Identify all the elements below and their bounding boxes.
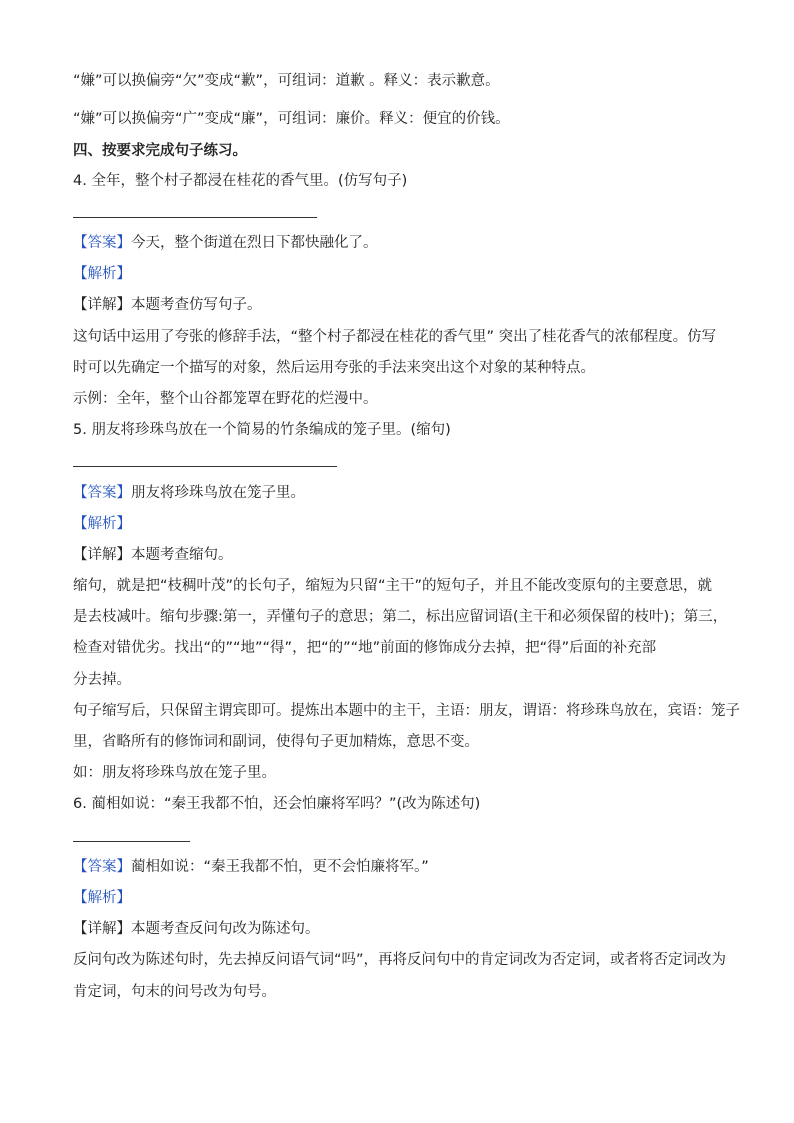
answer-blank-line xyxy=(73,466,337,467)
text-line: “嫌”可以换偏旁“广”变成“廉”，可组词：廉价。释义：便宜的价钱。 xyxy=(73,111,510,127)
answer-line xyxy=(73,857,723,877)
text-line: 示例：全年，整个山谷都笼罩在野花的烂漫中。 xyxy=(73,391,378,407)
detail-line xyxy=(73,295,723,315)
answer-blank-line xyxy=(73,217,317,218)
text-line: 如：朋友将珍珠鸟放在笼子里。 xyxy=(73,765,276,781)
analysis-tag: 【解析】 xyxy=(73,516,131,532)
detail-tag: 【详解】 xyxy=(73,921,131,937)
question-6: 6. 蔺相如说：“秦王我都不怕，还会怕廉将军吗？”(改为陈述句) xyxy=(73,796,481,812)
analysis-tag: 【解析】 xyxy=(73,266,131,282)
answer-text: 今天，整个街道在烈日下都快融化了。 xyxy=(131,235,378,251)
text-line: 里，省略所有的修饰词和副词，使得句子更加精炼，意思不变。 xyxy=(73,734,479,750)
text-line: “嫌”可以换偏旁“欠”变成“歉”，可组词：道歉 。释义：表示歉意。 xyxy=(73,73,500,89)
detail-text: 本题考查缩句。 xyxy=(131,547,233,563)
text-line: 句子缩写后，只保留主谓宾即可。提炼出本题中的主干，主语：朋友，谓语：将珍珠鸟放在，宾语：笼子 xyxy=(73,703,740,719)
answer-line xyxy=(73,233,723,253)
answer-text: 蔺相如说：“秦王我都不怕，更不会怕廉将军。” xyxy=(131,859,429,875)
detail-text: 本题考查仿写句子。 xyxy=(131,297,262,313)
detail-tag: 【详解】 xyxy=(73,297,131,313)
detail-text: 本题考查反问句改为陈述句。 xyxy=(131,921,320,937)
answer-tag: 【答案】 xyxy=(73,235,131,251)
answer-text: 朋友将珍珠鸟放在笼子里。 xyxy=(131,485,305,501)
question-5: 5. 朋友将珍珠鸟放在一个简易的竹条编成的笼子里。(缩句) xyxy=(73,422,451,438)
text-line: 反问句改为陈述句时，先去掉反问语气词“吗”，再将反问句中的肯定词改为否定词，或者将否定词改为 xyxy=(73,952,727,968)
text-line: 缩句，就是把“枝稠叶茂”的长句子，缩短为只留“主干”的短句子，并且不能改变原句的主要意思，就 xyxy=(73,578,713,594)
text-line: 检查对错优劣。找出“的”“地”“得”，把“的”“地”前面的修饰成分去掉，把“得”后面的补充部 xyxy=(73,640,657,656)
analysis-tag: 【解析】 xyxy=(73,890,131,906)
question-4: 4. 全年，整个村子都浸在桂花的香气里。(仿写句子) xyxy=(73,173,408,189)
answer-tag: 【答案】 xyxy=(73,485,131,501)
answer-tag: 【答案】 xyxy=(73,859,131,875)
text-line: 时可以先确定一个描写的对象，然后运用夸张的手法来突出这个对象的某种特点。 xyxy=(73,360,595,376)
detail-tag: 【详解】 xyxy=(73,547,131,563)
text-line: 这句话中运用了夸张的修辞手法，“整个村子都浸在桂花的香气里” 突出了桂花香气的浓郁程度。仿写 xyxy=(73,329,717,345)
text-line: 肯定词，句末的问号改为句号。 xyxy=(73,984,276,1000)
answer-line xyxy=(73,483,723,503)
answer-blank-line xyxy=(73,841,190,842)
text-line: 分去掉。 xyxy=(73,672,131,688)
detail-line xyxy=(73,545,723,565)
detail-line xyxy=(73,919,723,939)
section-heading: 四、按要求完成句子练习。 xyxy=(73,143,247,159)
text-line: 是去枝减叶。缩句步骤:第一，弄懂句子的意思；第二，标出应留词语(主干和必须保留的枝叶)；第三， xyxy=(73,609,728,625)
